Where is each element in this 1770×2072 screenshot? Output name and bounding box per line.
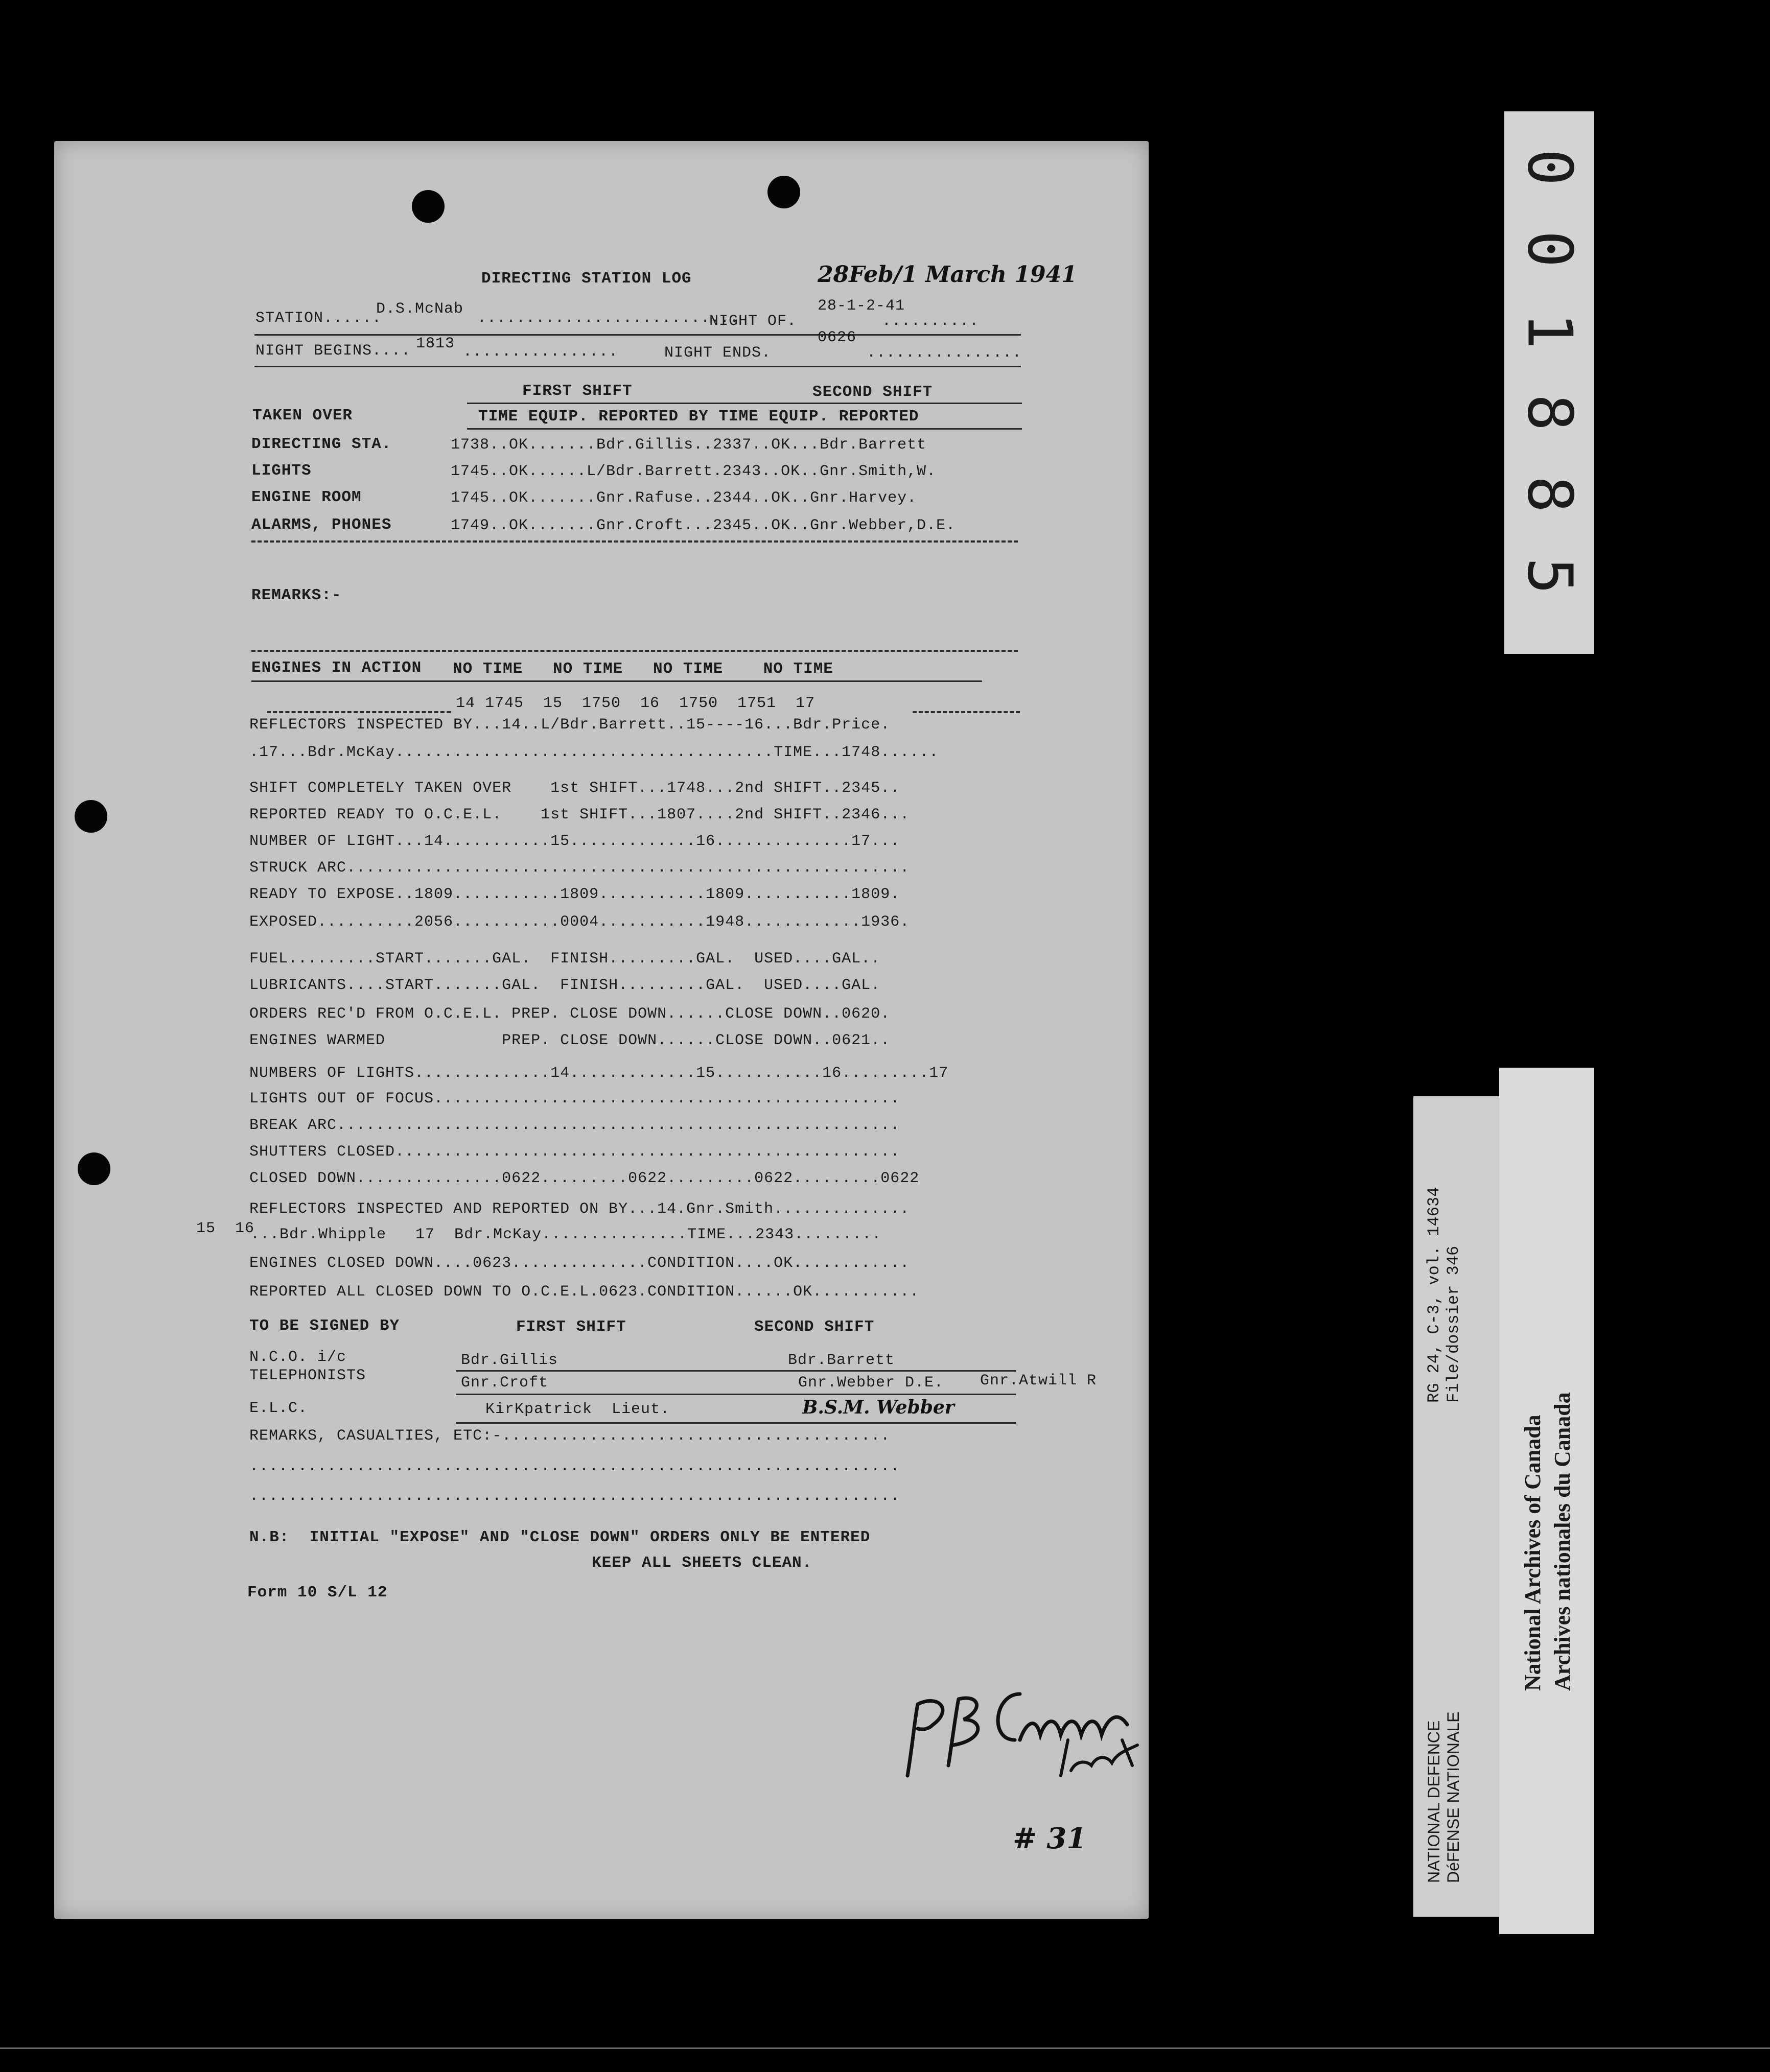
signature-first-shift-header: FIRST SHIFT — [516, 1318, 626, 1336]
break-arc: BREAK ARC.......................................................... — [249, 1117, 900, 1134]
numbers-of-lights: NUMBERS OF LIGHTS..............14.............15...........16.........17 — [249, 1065, 949, 1082]
night-ends-label: NIGHT ENDS. — [664, 344, 772, 362]
station-value: D.S.McNab — [376, 300, 464, 318]
punch-hole-top-right — [767, 176, 800, 208]
remarks-label: REMARKS:- — [251, 586, 342, 604]
shutters-closed: SHUTTERS CLOSED.................................................... — [249, 1143, 900, 1161]
row-label-engine-room: ENGINE ROOM — [251, 488, 362, 506]
stamp-digit-6: 5 — [1513, 557, 1585, 595]
no-time-header: NO TIME NO TIME NO TIME NO TIME — [453, 660, 833, 678]
reported-all-closed-down: REPORTED ALL CLOSED DOWN TO O.C.E.L.0623.CONDITION......OK........... — [249, 1283, 920, 1301]
signature-second-shift-header: SECOND SHIFT — [754, 1318, 875, 1336]
reflectors-reported-line2: ...Bdr.Whipple 17 Bdr.McKay...............TIME...2343......... — [250, 1226, 882, 1243]
second-shift-header: SECOND SHIFT — [812, 383, 933, 401]
remarks-casualties: REMARKS, CASUALTIES, ETC:-........................................ — [249, 1427, 891, 1445]
archive-ref-line1: RG 24, C-3, vol. 14634 — [1425, 1187, 1443, 1403]
engines-in-action-label: ENGINES IN ACTION — [251, 659, 422, 677]
reflectors-inspected-line1: REFLECTORS INSPECTED BY...14..L/Bdr.Barrett..15----16...Bdr.Price. — [249, 716, 891, 734]
elc-first-shift: KirKpatrick Lieut. — [485, 1401, 670, 1418]
exposed: EXPOSED..........2056...........0004...........1948............1936. — [249, 913, 910, 931]
archive-ref-line2: File/dossier 346 — [1444, 1245, 1463, 1403]
night-ends-dots: ................ — [867, 344, 1022, 362]
punch-hole-left-upper — [75, 800, 107, 833]
row-values-directing-sta: 1738..OK.......Bdr.Gillis..2337..OK...Bdr.Barrett — [451, 436, 927, 454]
stamp-digit-4: 8 — [1513, 394, 1585, 431]
stamp-digit-1: 0 — [1513, 149, 1585, 186]
row-values-engine-room: 1745..OK.......Gnr.Rafuse..2344..OK..Gnr.Harvey. — [451, 489, 917, 507]
form-title: DIRECTING STATION LOG — [481, 270, 692, 288]
reflectors-inspected-line2: .17...Bdr.McKay.......................................TIME...1748...... — [249, 744, 939, 761]
log-sheet — [54, 141, 1149, 1919]
frame-number-stamp — [1504, 111, 1594, 654]
shift-completely-taken-over: SHIFT COMPLETELY TAKEN OVER 1st SHIFT...1748...2nd SHIFT..2345.. — [249, 780, 900, 797]
station-dots: ........................... — [477, 310, 740, 327]
reported-ready: REPORTED READY TO O.C.E.L. 1st SHIFT...1807....2nd SHIFT..2346... — [249, 806, 910, 823]
engines-closed-down: ENGINES CLOSED DOWN....0623..............CONDITION....OK............ — [249, 1255, 910, 1272]
struck-arc: STRUCK ARC.......................................................... — [249, 859, 910, 877]
elc-second-shift: B.S.M. Webber — [802, 1397, 954, 1418]
archive-reference-label — [1413, 1096, 1499, 1917]
signature-image — [892, 1663, 1178, 1796]
stamp-digit-2: 0 — [1513, 230, 1585, 268]
engines-warmed: ENGINES WARMED PREP. CLOSE DOWN......CLOSE DOWN..0621.. — [249, 1032, 891, 1049]
shift-columns-header: TIME EQUIP. REPORTED BY TIME EQUIP. REPORTED — [478, 408, 919, 426]
telephonists-second-shift: Gnr.Webber D.E. — [798, 1374, 944, 1392]
engines-in-action-values: 14 1745 15 1750 16 1750 1751 17 — [456, 695, 816, 712]
ready-to-expose: READY TO EXPOSE..1809...........1809...........1809...........1809. — [249, 886, 900, 903]
form-number: Form 10 S/L 12 — [247, 1584, 388, 1602]
stamp-digit-3: 1 — [1513, 312, 1585, 349]
nco-second-shift: Bdr.Barrett — [788, 1352, 895, 1369]
row-label-alarms-phones: ALARMS, PHONES — [251, 516, 392, 534]
fuel: FUEL.........START.......GAL. FINISH.........GAL. USED....GAL.. — [249, 950, 881, 968]
page-number: # 31 — [1013, 1822, 1087, 1855]
telephonists-first-shift: Gnr.Croft — [461, 1374, 549, 1392]
remarks-dots-1: ................................................................... — [249, 1458, 900, 1475]
number-of-light: NUMBER OF LIGHT...14...........15.............16..............17... — [249, 833, 900, 850]
orders-received: ORDERS REC'D FROM O.C.E.L. PREP. CLOSE DOWN......CLOSE DOWN..0620. — [249, 1005, 891, 1023]
night-begins-value: 1813 — [416, 335, 455, 352]
night-of-dots: .......... — [882, 313, 980, 330]
night-begins-label: NIGHT BEGINS.... — [255, 342, 411, 360]
reflectors-reported-line1: REFLECTORS INSPECTED AND REPORTED ON BY...14.Gnr.Smith.............. — [249, 1200, 910, 1218]
row-label-lights: LIGHTS — [251, 462, 312, 480]
nco-label: N.C.O. i/c — [249, 1349, 347, 1366]
handwritten-date: 28Feb/1 March 1941 — [818, 262, 1077, 288]
elc-label: E.L.C. — [249, 1400, 308, 1417]
closed-down: CLOSED DOWN...............0622.........0622.........0622.........0622 — [249, 1170, 920, 1187]
punch-hole-left-lower — [78, 1152, 110, 1185]
night-of-value: 28-1-2-41 — [818, 297, 905, 315]
nco-first-shift: Bdr.Gillis — [461, 1352, 558, 1369]
night-of-label: NIGHT OF. — [709, 313, 797, 330]
row-values-alarms-phones: 1749..OK.......Gnr.Croft...2345..OK..Gnr.Webber,D.E. — [451, 517, 956, 534]
night-ends-value: 0626 — [818, 329, 857, 346]
film-edge-line — [0, 2047, 1770, 2049]
lubricants: LUBRICANTS....START.......GAL. FINISH.........GAL. USED....GAL. — [249, 977, 881, 994]
nb-line1: N.B: INITIAL "EXPOSE" AND "CLOSE DOWN" ORDERS ONLY BE ENTERED — [249, 1528, 871, 1546]
telephonists-label: TELEPHONISTS — [249, 1367, 366, 1384]
telephonists-extra: Gnr.Atwill R — [980, 1372, 1097, 1390]
to-be-signed-by: TO BE SIGNED BY — [249, 1317, 400, 1335]
archives-french: Archives nationales du Canada — [1550, 1392, 1575, 1691]
remarks-dots-2: ................................................................... — [249, 1488, 900, 1505]
reflectors-reported-margin: 15 16 — [196, 1220, 255, 1237]
archive-dept-line2: DéFENSE NATIONALE — [1444, 1711, 1462, 1883]
stamp-digit-5: 8 — [1513, 476, 1585, 513]
first-shift-header: FIRST SHIFT — [522, 382, 633, 400]
punch-hole-top-left — [412, 190, 445, 223]
lights-out-of-focus: LIGHTS OUT OF FOCUS................................................ — [249, 1090, 900, 1108]
archive-dept-line1: NATIONAL DEFENCE — [1425, 1720, 1443, 1883]
national-archives-label — [1499, 1068, 1594, 1934]
night-begins-dots: ................ — [463, 343, 619, 361]
row-label-directing-sta: DIRECTING STA. — [251, 435, 392, 453]
station-label: STATION...... — [255, 310, 382, 327]
archives-english: National Archives of Canada — [1520, 1415, 1545, 1691]
row-values-lights: 1745..OK......L/Bdr.Barrett.2343..OK..Gnr.Smith,W. — [451, 463, 937, 480]
taken-over-label: TAKEN OVER — [252, 407, 353, 425]
nb-line2: KEEP ALL SHEETS CLEAN. — [592, 1554, 812, 1572]
